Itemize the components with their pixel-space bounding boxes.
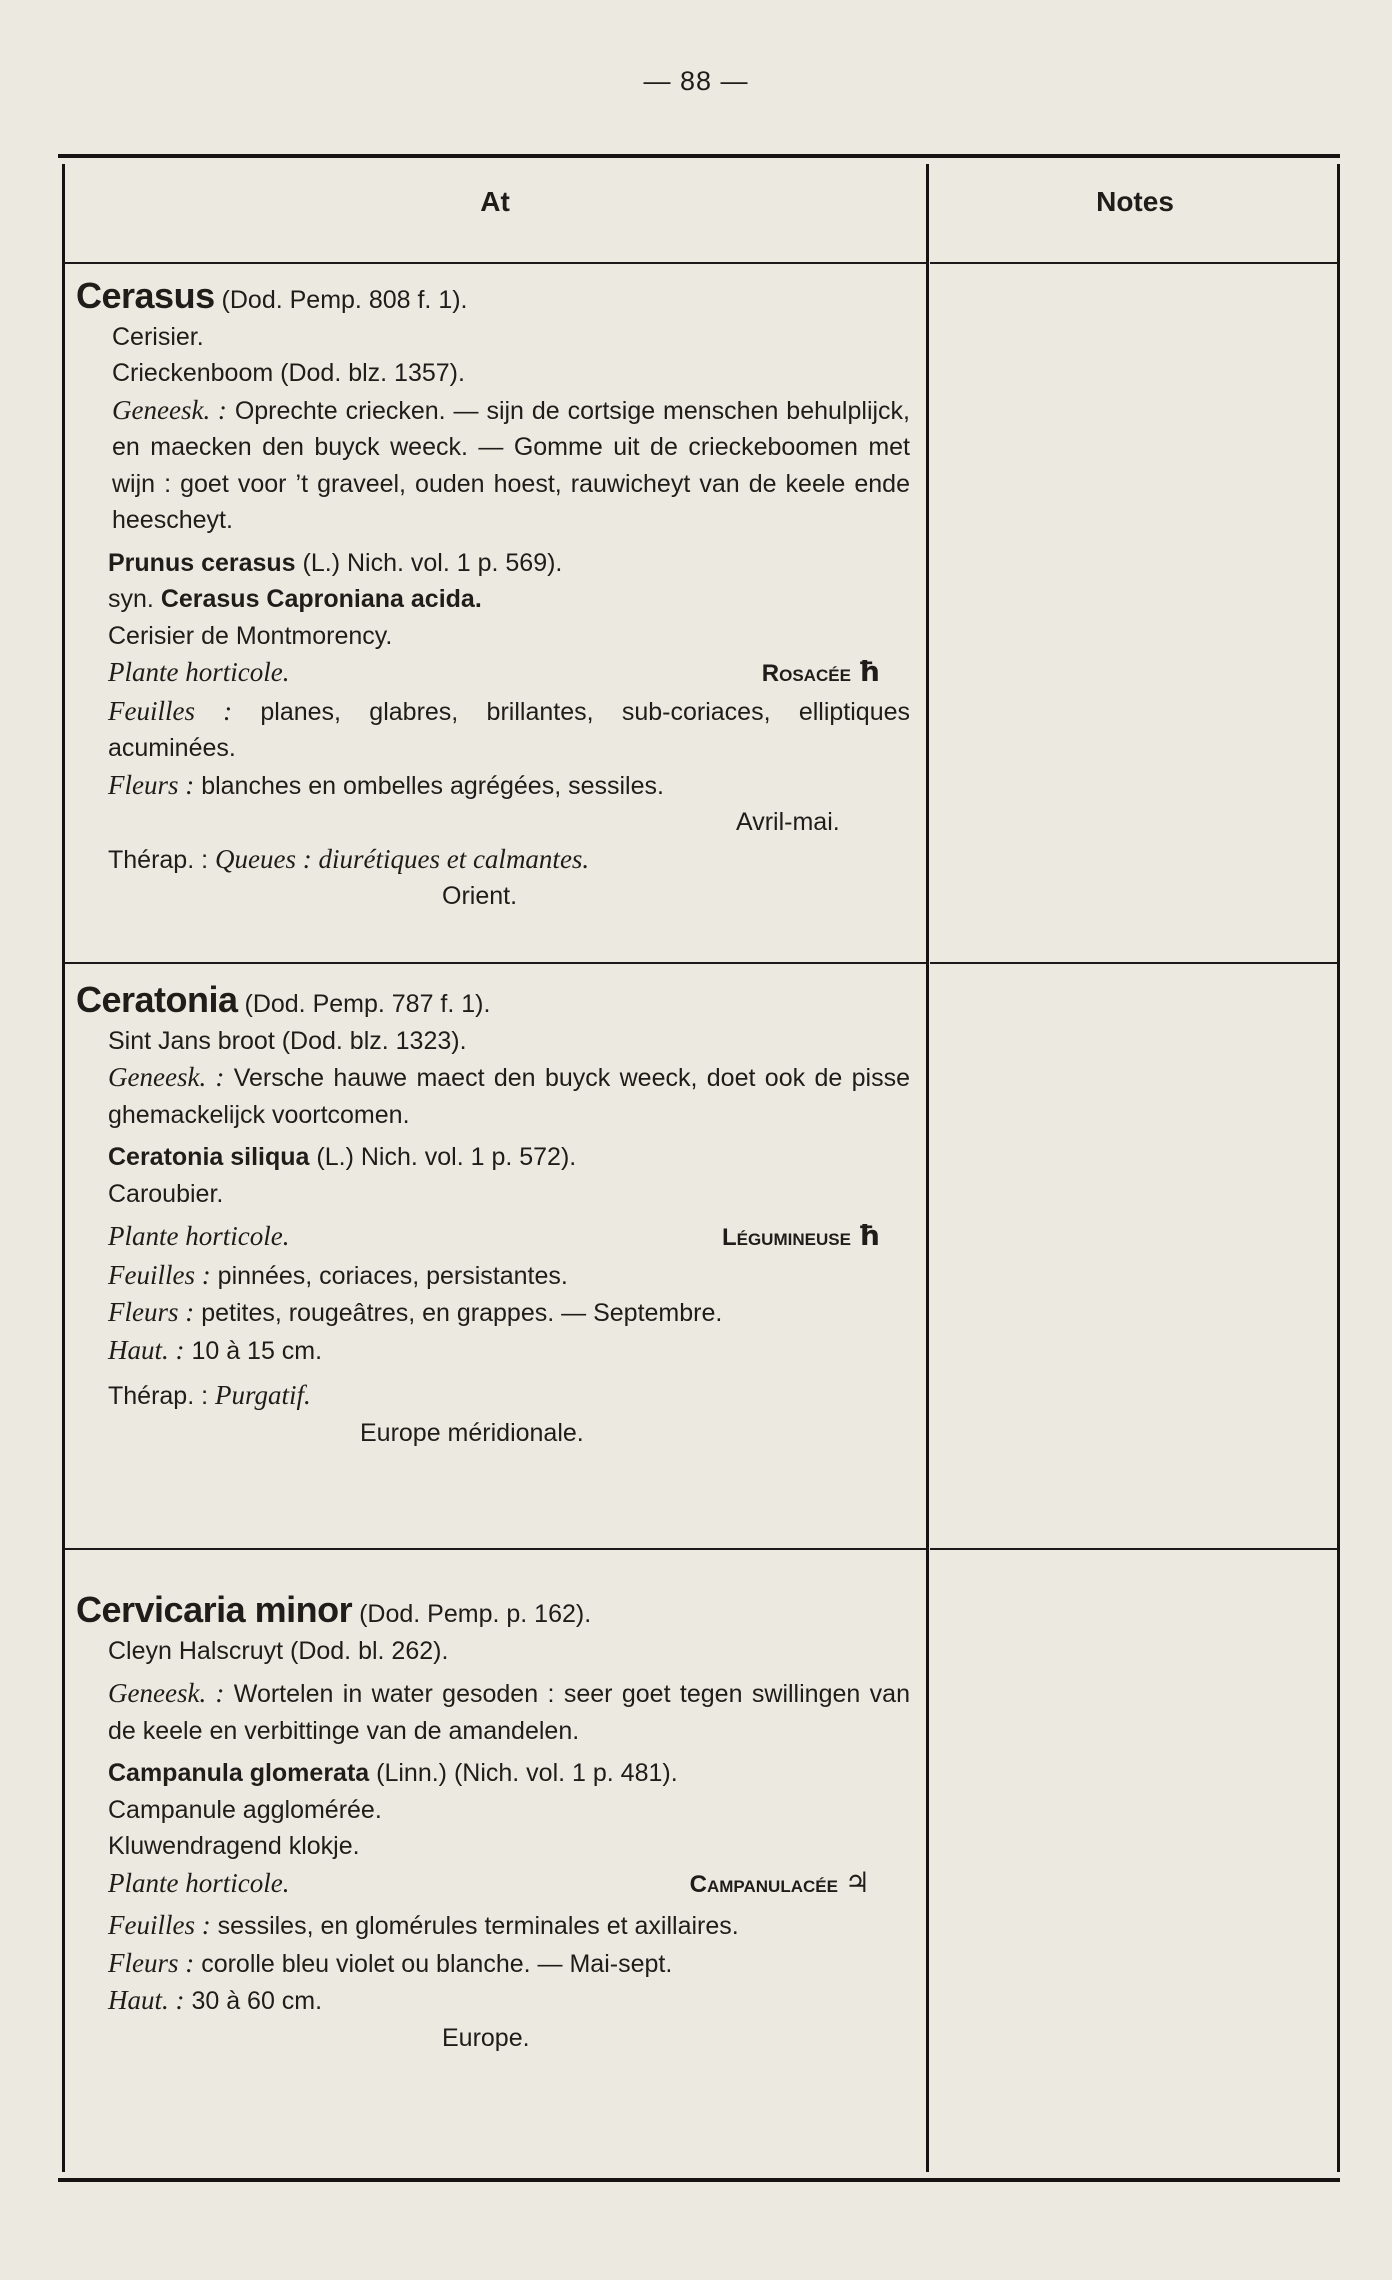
geneesk-text: Oprechte criecken. — sijn de cortsige menschen behulplijck, en maecken den buyck weeck. — Gomme uit de crieckeboomen met wijn : goet voor ’t graveel, ouden hoest, rauwicheyt van de keele ende heescheyt. <box>112 396 910 534</box>
genus-reference: (Dod. Pemp. 808 f. 1). <box>221 286 468 314</box>
genus-name: Cerasus <box>76 275 215 316</box>
plant-type: Plante horticole. <box>108 657 290 687</box>
geneesk-label: Geneesk. : <box>112 394 227 425</box>
geneesk-label: Geneesk. : <box>108 1678 225 1708</box>
synonym-prefix: syn. <box>108 585 154 613</box>
flowering-period: Avril-mai. <box>736 808 840 836</box>
origin: Europe. <box>442 2023 530 2052</box>
species-name: Campanula glomerata <box>108 1759 370 1787</box>
geneesk-text: Versche hauwe maect den buyck weeck, doet ook de pisse ghemackelijck voortcomen. <box>108 1064 910 1129</box>
column-header-notes: Notes <box>1096 186 1174 217</box>
dutch-name: Sint Jans broot (Dod. blz. 1323). <box>108 1026 467 1055</box>
species-reference: (L.) Nich. vol. 1 p. 569). <box>302 548 563 577</box>
french-name: Caroubier. <box>108 1179 224 1208</box>
synonym-name: Cerasus Caproniana acida. <box>160 585 482 613</box>
fleurs-text: petites, rougeâtres, en grappes. — Septembre. <box>201 1299 723 1327</box>
genus-reference: (Dod. Pemp. p. 162). <box>359 1600 592 1628</box>
family-name: Légumineuse <box>721 1224 851 1251</box>
origin: Europe méridionale. <box>360 1418 584 1447</box>
woody-plant-symbol-icon: ħ <box>857 655 880 688</box>
perennial-symbol-icon: ♃ <box>844 1865 870 1899</box>
therap-label: Thérap. : <box>108 1382 209 1410</box>
woody-plant-symbol-icon: ħ <box>857 1219 880 1252</box>
feuilles-label: Feuilles : <box>108 695 233 726</box>
feuilles-text: planes, glabres, brillantes, sub-coriaces, elliptiques acuminées. <box>108 697 911 762</box>
haut-label: Haut. : <box>108 1985 185 2015</box>
feuilles-text: sessiles, en glomérules terminales et axillaires. <box>217 1912 739 1940</box>
dutch-common-name: Kluwendragend klokje. <box>108 1832 360 1860</box>
species-name: Prunus cerasus <box>108 548 296 577</box>
dutch-name: Cleyn Halscruyt (Dod. bl. 262). <box>108 1636 449 1665</box>
row-rule-right-2 <box>930 1548 1338 1550</box>
header-rule-right <box>930 262 1338 264</box>
row-rule-left-1 <box>64 962 926 964</box>
fleurs-label: Fleurs : <box>108 769 195 800</box>
family-name: Rosacée <box>761 660 851 687</box>
species-name: Ceratonia siliqua <box>108 1143 310 1171</box>
french-cultivar-name: Cerisier de Montmorency. <box>108 621 393 650</box>
genus-name: Cervicaria minor <box>76 1589 353 1630</box>
family-name: Campanulacée <box>689 1870 838 1898</box>
plant-type: Plante horticole. <box>108 1221 290 1251</box>
fleurs-label: Fleurs : <box>108 1297 195 1327</box>
feuilles-label: Feuilles : <box>108 1910 211 1940</box>
row-rule-left-2 <box>64 1548 926 1550</box>
column-divider <box>926 164 929 2172</box>
therap-label: Thérap. : <box>108 845 209 874</box>
genus-reference: (Dod. Pemp. 787 f. 1). <box>244 990 491 1018</box>
fleurs-text: corolle bleu violet ou blanche. — Mai-sept. <box>201 1949 673 1978</box>
header-rule-left <box>64 262 926 264</box>
page-number: — 88 — <box>643 66 749 96</box>
geneesk-label: Geneesk. : <box>108 1062 225 1092</box>
entry-cerasus <box>76 275 911 915</box>
fleurs-text: blanches en ombelles agrégées, sessiles. <box>201 771 664 800</box>
french-name: Cerisier. <box>112 322 204 351</box>
therap-text: Queues : diurétiques et calmantes. <box>215 843 590 874</box>
origin: Orient. <box>442 882 518 910</box>
fleurs-label: Fleurs : <box>108 1947 195 1978</box>
french-name: Campanule agglomérée. <box>108 1795 382 1824</box>
entry-cervicaria-minor <box>76 1589 910 2056</box>
entry-ceratonia <box>76 979 910 1451</box>
species-reference: (L.) Nich. vol. 1 p. 572). <box>316 1143 577 1171</box>
dutch-name: Crieckenboom (Dod. blz. 1357). <box>112 359 465 387</box>
therap-text: Purgatif. <box>215 1380 311 1410</box>
haut-text: 30 à 60 cm. <box>191 1987 323 2015</box>
plant-type: Plante horticole. <box>108 1867 290 1898</box>
haut-label: Haut. : <box>108 1334 185 1365</box>
geneesk-text: Wortelen in water gesoden : seer goet tegen swillingen van de keele en verbittinge van de amandelen. <box>108 1680 910 1745</box>
haut-text: 10 à 15 cm. <box>191 1336 323 1365</box>
row-rule-right-1 <box>930 962 1338 964</box>
feuilles-label: Feuilles : <box>108 1259 211 1290</box>
genus-name: Ceratonia <box>76 979 238 1020</box>
species-reference: (Linn.) (Nich. vol. 1 p. 481). <box>376 1759 678 1787</box>
feuilles-text: pinnées, coriaces, persistantes. <box>217 1261 568 1290</box>
column-header-at: At <box>480 186 510 217</box>
